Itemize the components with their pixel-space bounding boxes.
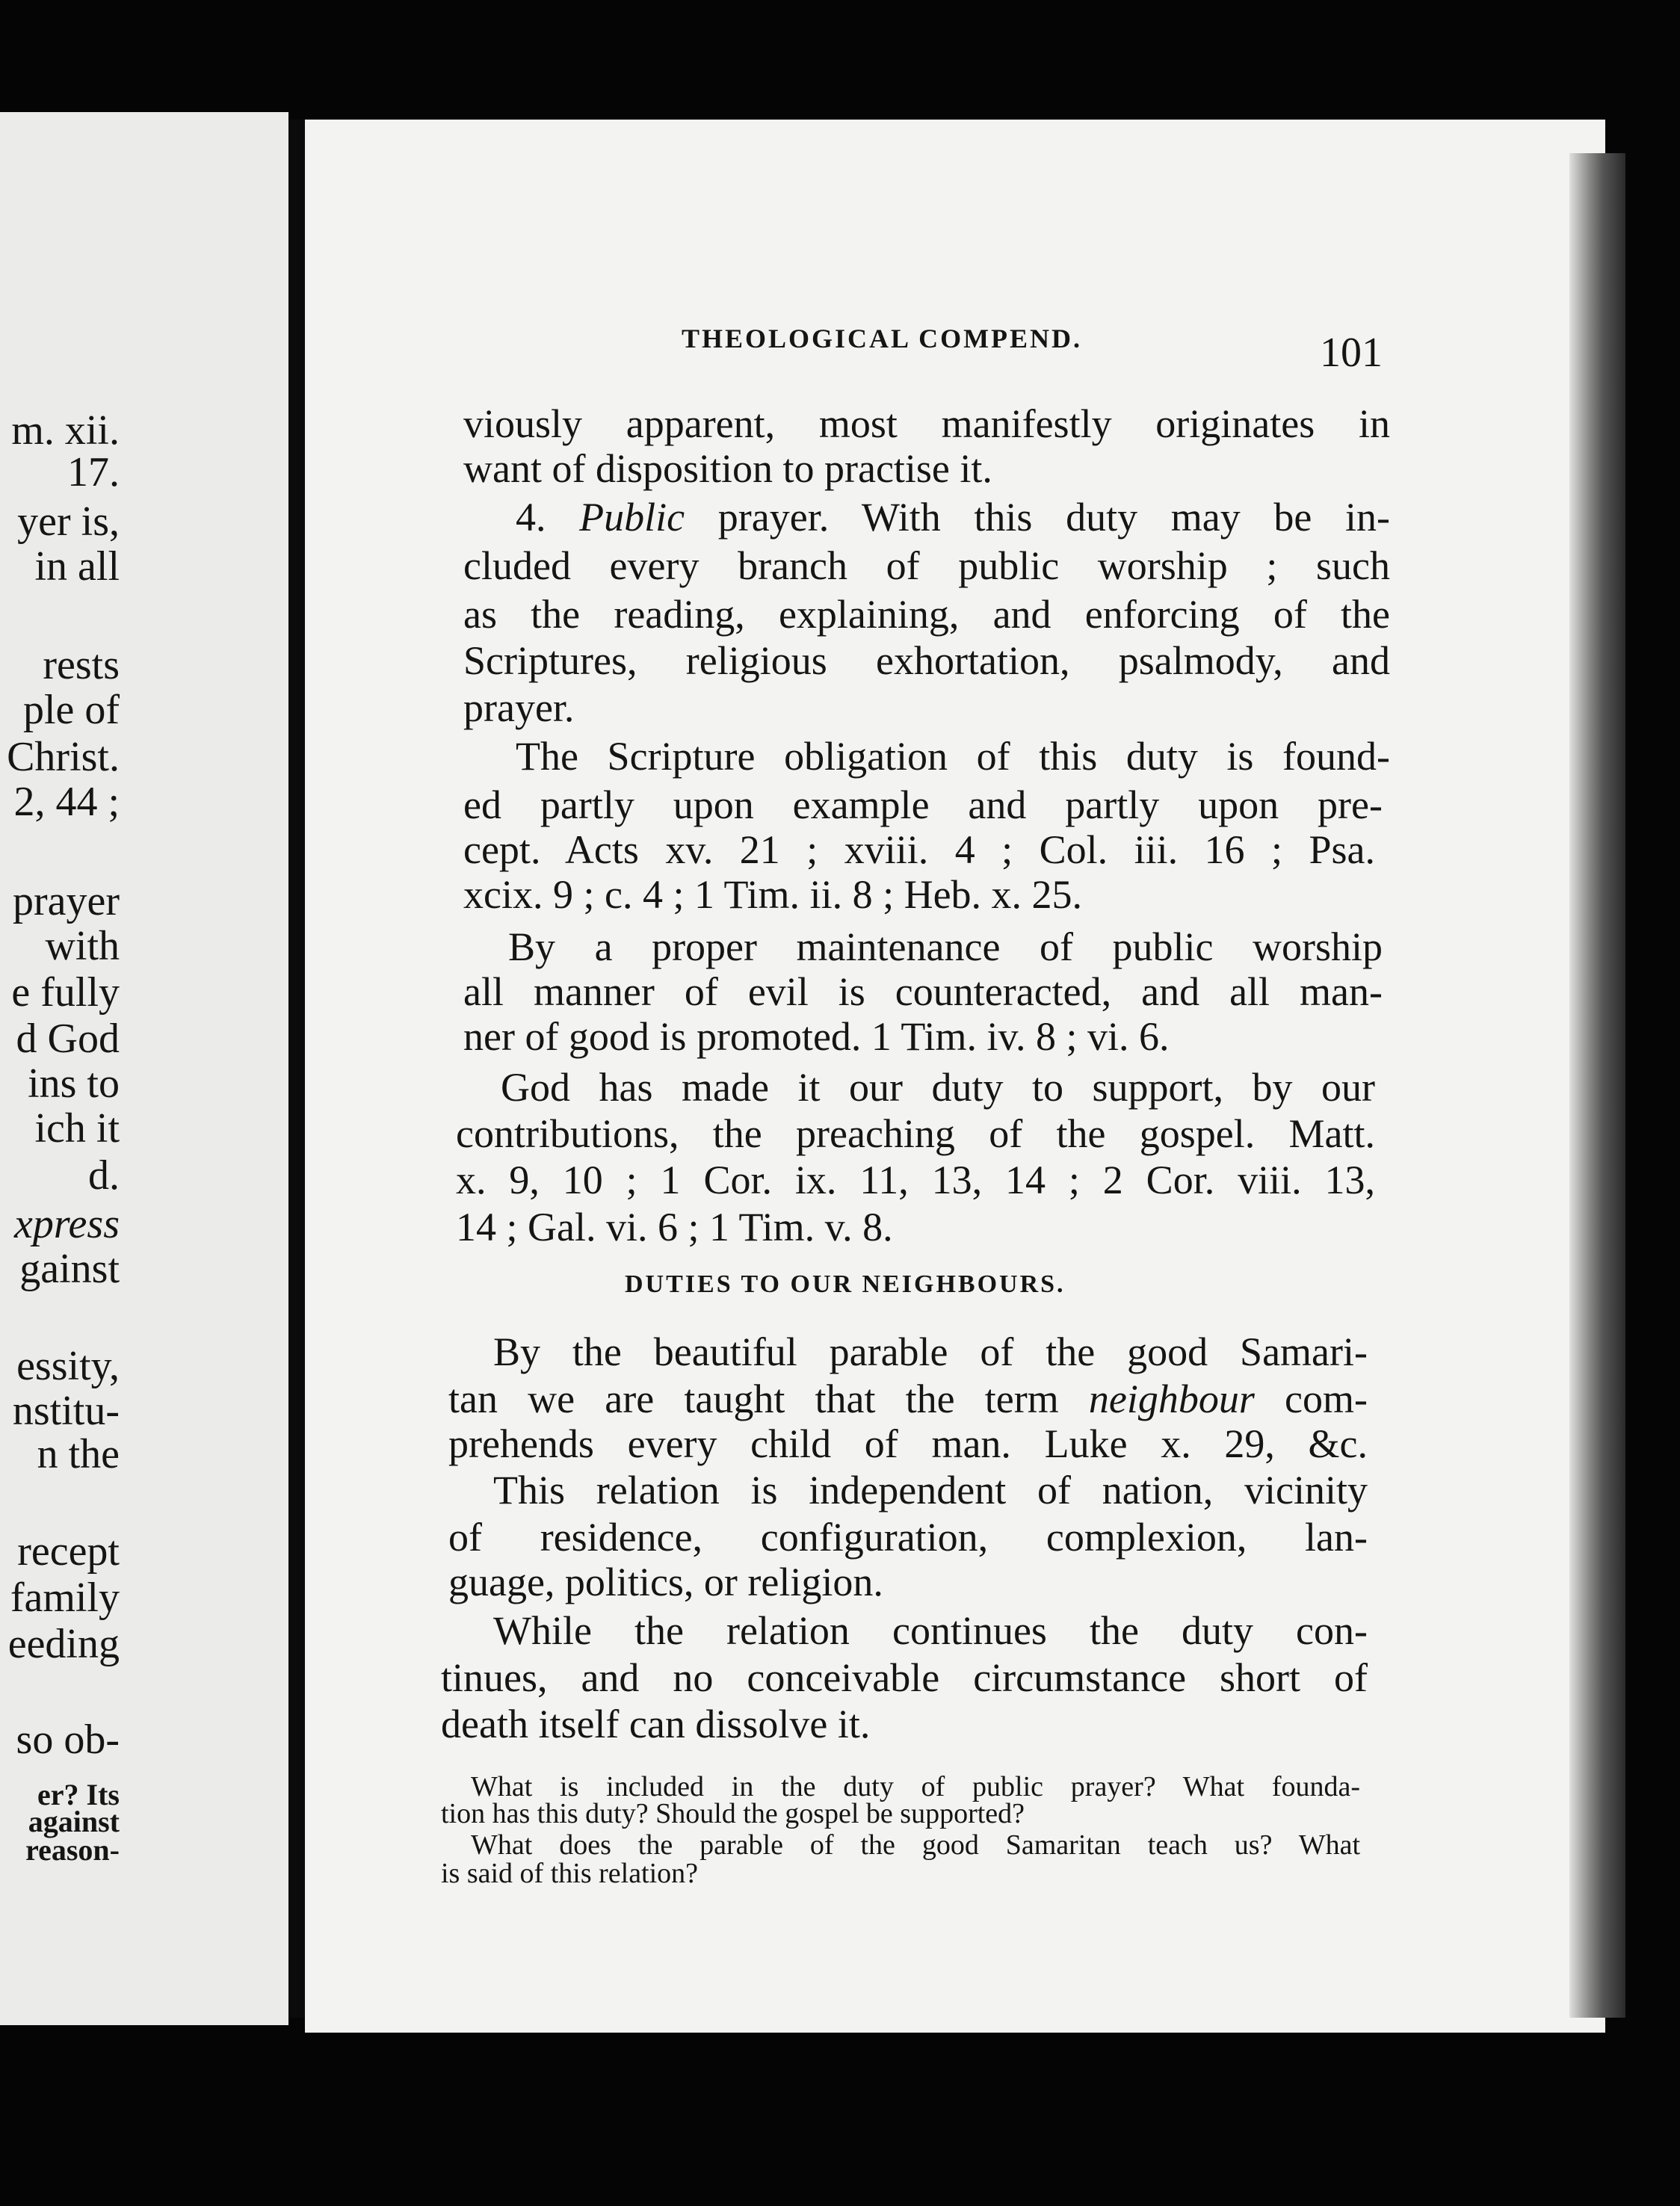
left-page-line: essity, xyxy=(16,1343,120,1389)
left-page-line: d. xyxy=(88,1152,120,1199)
body-line: as the reading, explaining, and enforcing of the xyxy=(463,592,1390,637)
emphasis-text: neighbour xyxy=(1088,1377,1255,1421)
left-page-line: d God xyxy=(16,1016,120,1062)
left-page-line: prayer xyxy=(12,878,120,924)
body-line: By a proper maintenance of public worship xyxy=(508,924,1383,969)
section-line: This relation is independent of nation, vicinity xyxy=(493,1468,1368,1513)
question-line: tion has this duty? Should the gospel be supported? xyxy=(441,1798,1025,1829)
left-page-line: gainst xyxy=(19,1246,120,1292)
body-line: ed partly upon example and partly upon pre- xyxy=(463,782,1383,827)
left-page-line: eeding xyxy=(7,1621,120,1667)
section-line: death itself can dissolve it. xyxy=(441,1702,871,1746)
section-line: guage, politics, or religion. xyxy=(448,1560,883,1604)
section-line: By the beautiful parable of the good Samari- xyxy=(493,1329,1368,1374)
left-page-line: ple of xyxy=(22,687,120,733)
left-page-line: family xyxy=(10,1575,120,1621)
body-line: want of disposition to practise it. xyxy=(463,446,992,491)
body-line: 4. Public prayer. With this duty may be in- xyxy=(516,495,1390,540)
body-line: all manner of evil is counteracted, and all man- xyxy=(463,969,1383,1014)
book-gutter xyxy=(288,120,305,2018)
left-page-line: nstitu- xyxy=(12,1388,120,1434)
left-page-line: 17. xyxy=(67,449,120,495)
body-line: cept. Acts xv. 21 ; xviii. 4 ; Col. iii. 16 ; Psa. xyxy=(463,827,1375,872)
left-page-line: Christ. xyxy=(7,734,120,780)
question-line: What does the parable of the good Samaritan teach us? What xyxy=(471,1829,1360,1861)
left-page-line: reason- xyxy=(25,1833,120,1867)
left-page-line: recept xyxy=(17,1528,120,1575)
section-line: prehends every child of man. Luke x. 29, &c. xyxy=(448,1421,1368,1466)
left-page-line: ich it xyxy=(34,1105,120,1152)
left-page-line: er? Its xyxy=(37,1778,120,1811)
page-number: 101 xyxy=(1320,330,1383,376)
body-line: contributions, the preaching of the gospel. Matt. xyxy=(456,1111,1375,1156)
question-line: is said of this relation? xyxy=(441,1858,699,1889)
body-line: viously apparent, most manifestly originates in xyxy=(463,401,1390,446)
section-line: tinues, and no conceivable circumstance short of xyxy=(441,1655,1368,1700)
left-page-line: so ob- xyxy=(16,1717,120,1763)
left-page-line: n the xyxy=(37,1431,120,1477)
left-page-line: with xyxy=(45,923,120,969)
section-line: tan we are taught that the term neighbour com- xyxy=(448,1377,1368,1421)
page-edge xyxy=(1569,153,1625,2018)
body-line: The Scripture obligation of this duty is found- xyxy=(516,734,1390,779)
body-line: ner of good is promoted. 1 Tim. iv. 8 ; vi. 6. xyxy=(463,1014,1170,1059)
left-page-line: 2, 44 ; xyxy=(13,779,120,825)
body-line: Scriptures, religious exhortation, psalmody, and xyxy=(463,638,1390,683)
question-line: What is included in the duty of public prayer? What founda- xyxy=(471,1771,1360,1802)
left-page-line: m. xii. xyxy=(11,407,120,454)
left-page-line: against xyxy=(28,1805,120,1838)
left-page-line: ins to xyxy=(28,1060,120,1107)
left-page-line: rests xyxy=(43,642,120,688)
left-page-line: e fully xyxy=(11,969,120,1016)
section-line: of residence, configuration, complexion, lan- xyxy=(448,1515,1368,1560)
section-line: While the relation continues the duty con- xyxy=(493,1608,1368,1653)
section-heading: DUTIES TO OUR NEIGHBOURS. xyxy=(625,1270,1066,1298)
body-line: xcix. 9 ; c. 4 ; 1 Tim. ii. 8 ; Heb. x. 25. xyxy=(463,872,1083,917)
left-page-line: in all xyxy=(34,543,120,590)
running-title: THEOLOGICAL COMPEND. xyxy=(682,324,1083,353)
emphasis-text: Public xyxy=(579,495,685,540)
left-page-line: yer is, xyxy=(17,498,120,545)
body-line: cluded every branch of public worship ; such xyxy=(463,543,1390,588)
body-line: God has made it our duty to support, by our xyxy=(501,1065,1375,1110)
body-line: prayer. xyxy=(463,685,575,730)
left-page-line: xpress xyxy=(13,1201,120,1247)
body-line: 14 ; Gal. vi. 6 ; 1 Tim. v. 8. xyxy=(456,1205,893,1249)
body-line: x. 9, 10 ; 1 Cor. ix. 11, 13, 14 ; 2 Cor. viii. 13, xyxy=(456,1158,1375,1202)
